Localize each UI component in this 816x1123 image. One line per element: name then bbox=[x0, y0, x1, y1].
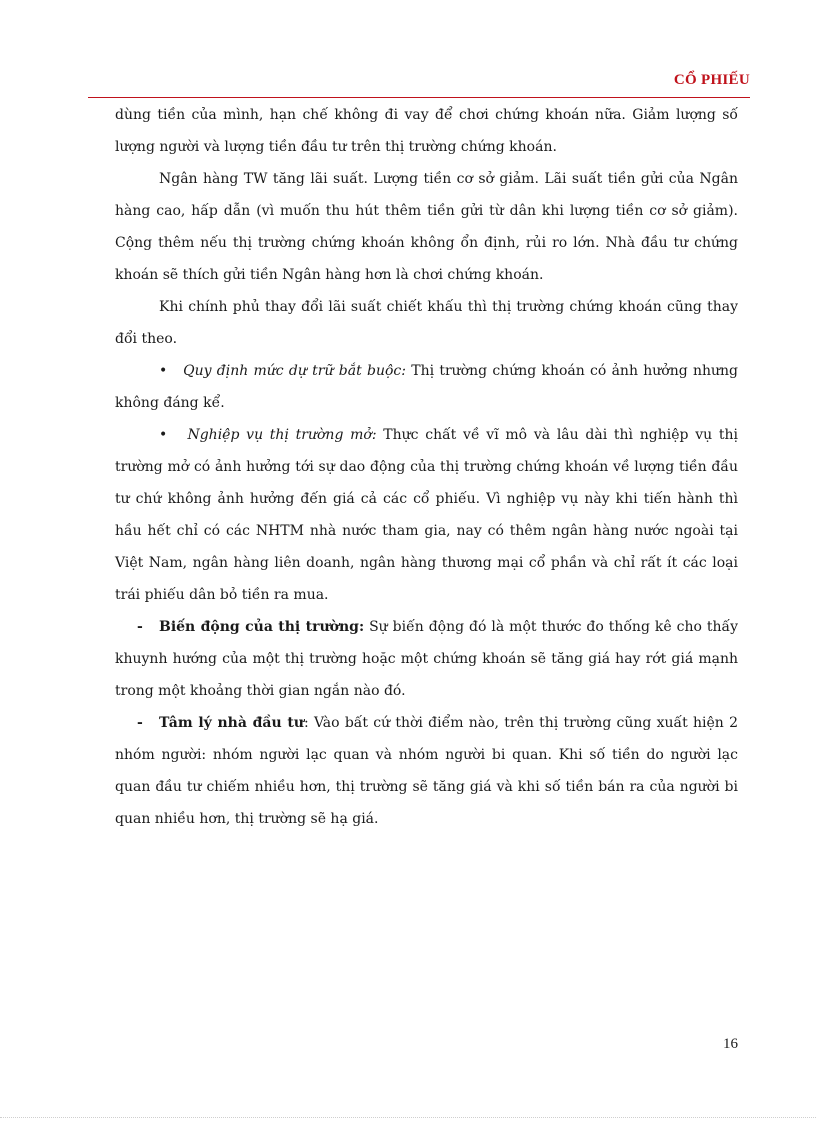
dash-item-investor-psychology bbox=[115, 707, 738, 835]
dash-text: : Vào bất cứ thời điểm nào, trên thị trường cũng xuất hiện 2 nhóm người: nhóm người lạc quan và nhóm người bi quan. Khi số tiền do người lạc quan đầu tư chiếm nhiều hơn, thị trường sẽ tăng giá và khi số tiền bán ra của người bi quan nhiều hơn, thị trường sẽ hạ giá. bbox=[115, 715, 738, 827]
bullet-icon: • bbox=[159, 363, 168, 379]
dash-item-market-volatility bbox=[115, 611, 738, 707]
paragraph-interest-rate: Ngân hàng TW tăng lãi suất. Lượng tiền cơ sở giảm. Lãi suất tiền gửi của Ngân hàng cao, hấp dẫn (vì muốn thu hút thêm tiền gửi từ dân khi lượng tiền cơ sở giảm). Cộng thêm nếu thị trường chứng khoán không ổn định, rủi ro lớn. Nhà đầu tư chứng khoán sẽ thích gửi tiền Ngân hàng hơn là chơi chứng khoán. bbox=[115, 171, 738, 283]
dash-text: Sự biến động đó là một thước đo thống kê cho thấy khuynh hướng của một thị trường hoặc một chứng khoán sẽ tăng giá hay rớt giá mạnh trong một khoảng thời gian ngắn nào đó. bbox=[115, 619, 738, 699]
bullet-text: Thị trường chứng khoán có ảnh hưởng nhưng không đáng kể. bbox=[115, 363, 738, 411]
body-text bbox=[115, 99, 738, 835]
footer-divider bbox=[0, 1117, 816, 1118]
dash-icon: - bbox=[137, 619, 143, 635]
bullet-icon: • bbox=[159, 427, 168, 443]
page-number: 16 bbox=[723, 1036, 738, 1052]
dash-label: Tâm lý nhà đầu tư bbox=[159, 715, 304, 731]
dash-label: Biến động của thị trường: bbox=[159, 619, 365, 635]
dash-icon: - bbox=[137, 715, 143, 731]
header-divider bbox=[88, 97, 750, 98]
bullet-item-open-market bbox=[115, 419, 738, 611]
bullet-text: Thực chất về vĩ mô và lâu dài thì nghiệp vụ thị trường mở có ảnh hưởng tới sự dao động của thị trường chứng khoán về lượng tiền đầu tư chứ không ảnh hưởng đến giá cả các cổ phiếu. Vì nghiệp vụ này khi tiến hành thì hầu hết chỉ có các NHTM nhà nước tham gia, nay có thêm ngân hàng nước ngoài tại Việt Nam, ngân hàng liên doanh, ngân hàng thương mại cổ phần và chỉ rất ít các loại trái phiếu dân bỏ tiền ra mua. bbox=[115, 427, 738, 603]
running-header-title: CỔ PHIẾU bbox=[673, 72, 750, 88]
bullet-label: Quy định mức dự trữ bắt buộc: bbox=[183, 363, 406, 379]
bullet-item-reserve-requirement bbox=[115, 355, 738, 419]
paragraph-discount-rate: Khi chính phủ thay đổi lãi suất chiết khấu thì thị trường chứng khoán cũng thay đổi theo. bbox=[115, 299, 738, 347]
paragraph-continued: dùng tiền của mình, hạn chế không đi vay để chơi chứng khoán nữa. Giảm lượng số lượng người và lượng tiền đầu tư trên thị trường chứng khoán. bbox=[115, 107, 738, 155]
bullet-label: Nghiệp vụ thị trường mở: bbox=[187, 427, 377, 443]
